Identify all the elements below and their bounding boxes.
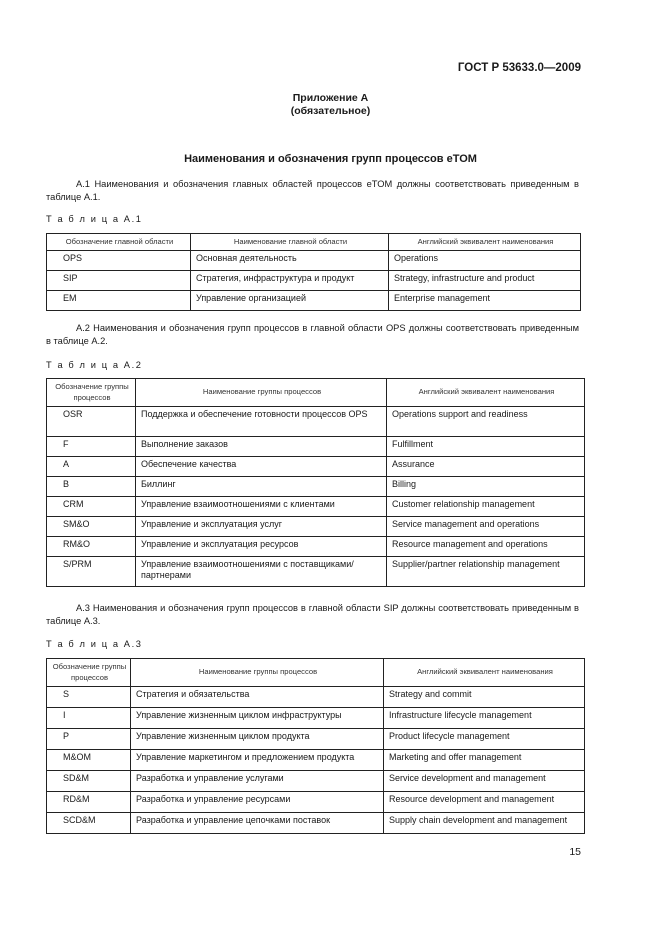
table-cell-code: B xyxy=(47,477,136,497)
table-row xyxy=(47,771,585,792)
table-cell-code: OPS xyxy=(47,251,191,271)
table-cell-code: S xyxy=(47,687,131,708)
table-cell-english: Supplier/partner relationship management xyxy=(387,557,585,587)
table-cell-name: Управление и эксплуатация услуг xyxy=(136,517,387,537)
table-a3-caption: Т а б л и ц а А.3 xyxy=(46,639,143,649)
table-cell-code: I xyxy=(47,708,131,729)
table-a2 xyxy=(46,378,585,587)
table-cell-name: Обеспечение качества xyxy=(136,457,387,477)
table-row xyxy=(47,497,585,517)
table-a2-body xyxy=(47,379,585,587)
table-cell-name: Разработка и управление услугами xyxy=(131,771,384,792)
appendix-heading xyxy=(0,92,661,118)
table-header-cell: Английский эквивалент наименования xyxy=(384,659,585,687)
table-row xyxy=(47,477,585,497)
table-cell-english: Strategy and commit xyxy=(384,687,585,708)
table-header-cell: Наименование группы процессов xyxy=(131,659,384,687)
table-cell-name: Биллинг xyxy=(136,477,387,497)
paragraph-a3-text: А.3 Наименования и обозначения групп процессов в главной области SIP должны соответствовать приведенным в таблице А.3. xyxy=(46,603,579,626)
table-cell-code: A xyxy=(47,457,136,477)
paragraph-a3 xyxy=(46,602,579,627)
table-header-cell: Наименование группы процессов xyxy=(136,379,387,407)
table-header-cell: Обозначение главной области xyxy=(47,234,191,251)
table-cell-name: Стратегия, инфраструктура и продукт xyxy=(191,271,389,291)
table-cell-english: Strategy, infrastructure and product xyxy=(389,271,581,291)
table-a2-caption: Т а б л и ц а А.2 xyxy=(46,360,143,370)
table-cell-code: F xyxy=(47,437,136,457)
table-cell-name: Разработка и управление цепочками поставок xyxy=(131,813,384,834)
table-row xyxy=(47,437,585,457)
table-cell-code: OSR xyxy=(47,407,136,437)
table-row xyxy=(47,537,585,557)
table-a1 xyxy=(46,233,581,311)
table-cell-name: Стратегия и обязательства xyxy=(131,687,384,708)
paragraph-a2 xyxy=(46,322,579,347)
table-cell-english: Customer relationship management xyxy=(387,497,585,517)
table-cell-code: RM&O xyxy=(47,537,136,557)
paragraph-a1 xyxy=(46,178,579,203)
table-a3-body xyxy=(47,659,585,834)
table-cell-english: Resource management and operations xyxy=(387,537,585,557)
table-cell-english: Assurance xyxy=(387,457,585,477)
table-cell-code: S/PRM xyxy=(47,557,136,587)
table-cell-code: SCD&M xyxy=(47,813,131,834)
table-cell-english: Supply chain development and management xyxy=(384,813,585,834)
table-header-cell: Английский эквивалент наименования xyxy=(387,379,585,407)
table-cell-code: SD&M xyxy=(47,771,131,792)
table-cell-code: EM xyxy=(47,291,191,311)
table-cell-code: M&OM xyxy=(47,750,131,771)
table-row xyxy=(47,729,585,750)
table-cell-english: Resource development and management xyxy=(384,792,585,813)
table-cell-english: Service management and operations xyxy=(387,517,585,537)
table-row xyxy=(47,557,585,587)
table-cell-name: Управление взаимоотношениями с клиентами xyxy=(136,497,387,517)
table-row xyxy=(47,291,581,311)
table-cell-english: Enterprise management xyxy=(389,291,581,311)
table-cell-code: P xyxy=(47,729,131,750)
table-row xyxy=(47,271,581,291)
table-cell-name: Управление жизненным циклом инфраструктуры xyxy=(131,708,384,729)
table-cell-english: Marketing and offer management xyxy=(384,750,585,771)
table-a1-body xyxy=(47,234,581,311)
appendix-subtitle: (обязательное) xyxy=(290,105,371,117)
table-header-cell: Обозначение группы процессов xyxy=(47,379,136,407)
table-cell-english: Operations xyxy=(389,251,581,271)
table-a1-caption: Т а б л и ц а А.1 xyxy=(46,214,143,224)
table-row xyxy=(47,517,585,537)
table-cell-english: Infrastructure lifecycle management xyxy=(384,708,585,729)
table-row xyxy=(47,687,585,708)
paragraph-a2-text: А.2 Наименования и обозначения групп процессов в главной области OPS должны соответствовать приведенным в таблице А.2. xyxy=(46,323,579,346)
table-header-row xyxy=(47,234,581,251)
table-cell-code: SM&O xyxy=(47,517,136,537)
table-cell-english: Product lifecycle management xyxy=(384,729,585,750)
table-header-row xyxy=(47,659,585,687)
table-row xyxy=(47,708,585,729)
table-cell-code: CRM xyxy=(47,497,136,517)
table-header-row xyxy=(47,379,585,407)
page-number: 15 xyxy=(569,846,581,858)
table-cell-english: Billing xyxy=(387,477,585,497)
table-header-cell: Наименование главной области xyxy=(191,234,389,251)
table-cell-name: Управление маркетингом и предложением продукта xyxy=(131,750,384,771)
appendix-title: Приложение А xyxy=(292,92,369,104)
table-header-cell: Обозначение группы процессов xyxy=(47,659,131,687)
table-cell-name: Поддержка и обеспечение готовности процессов OPS xyxy=(136,407,387,437)
standard-code: ГОСТ Р 53633.0—2009 xyxy=(457,62,581,74)
table-cell-name: Управление организацией xyxy=(191,291,389,311)
table-row xyxy=(47,750,585,771)
table-row xyxy=(47,407,585,437)
table-row xyxy=(47,813,585,834)
table-cell-name: Управление взаимоотношениями с поставщиками/партнерами xyxy=(136,557,387,587)
table-cell-name: Выполнение заказов xyxy=(136,437,387,457)
table-cell-code: SIP xyxy=(47,271,191,291)
table-header-cell: Английский эквивалент наименования xyxy=(389,234,581,251)
table-row xyxy=(47,792,585,813)
table-cell-name: Управление и эксплуатация ресурсов xyxy=(136,537,387,557)
table-cell-name: Основная деятельность xyxy=(191,251,389,271)
table-cell-english: Service development and management xyxy=(384,771,585,792)
table-cell-english: Operations support and readiness xyxy=(387,407,585,437)
table-row xyxy=(47,457,585,477)
table-row xyxy=(47,251,581,271)
paragraph-a1-text: А.1 Наименования и обозначения главных областей процессов eTOM должны соответствовать приведенным в таблице А.1. xyxy=(46,179,579,202)
table-cell-name: Разработка и управление ресурсами xyxy=(131,792,384,813)
table-cell-name: Управление жизненным циклом продукта xyxy=(131,729,384,750)
table-a3 xyxy=(46,658,585,834)
table-cell-code: RD&M xyxy=(47,792,131,813)
main-title: Наименования и обозначения групп процессов eTOM xyxy=(184,153,477,165)
table-cell-english: Fulfillment xyxy=(387,437,585,457)
